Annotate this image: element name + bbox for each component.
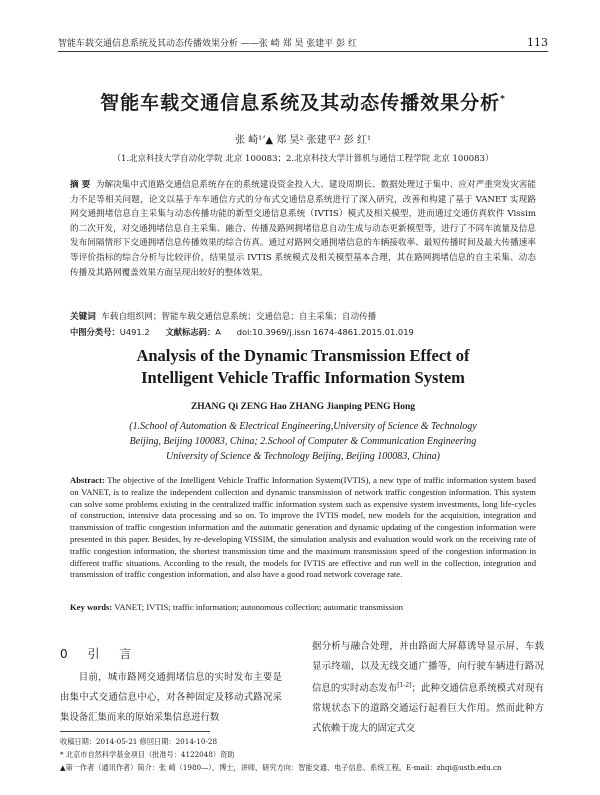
running-head — [58, 31, 548, 49]
title-footnote-mark: * — [500, 94, 506, 105]
body-left-column: 目前，城市路网交通拥堵信息的实时发布主要是由集中式交通信息中心，对各种固定及移动式路况采集设备汇集而来的原始采集信息进行数 — [60, 672, 282, 723]
keywords-en: Key words: VANET; IVTIS; traffic information; autonomous collection; automatic transmission — [70, 602, 403, 612]
footnote-rule — [60, 731, 210, 732]
doi: doi:10.3969/j.issn 1674-4861.2015.01.019 — [236, 327, 414, 337]
abstract-cn-label: 摘 要 — [70, 180, 91, 190]
abstract-en — [70, 475, 536, 581]
abstract-en-text: The objective of the Intelligent Vehicle Traffic Information System(IVTIS), a new type of traffic information system based on VANET, is to realize the independent collection and dynamic transmission of network traffic congestion information. This system can solve some problems existing in the centralized traffic information system such as expensive system investments, long life-cycles of construction, intensive data processing and so on. To improve the IVTIS model, new models for the acquisition, integration and transmission of traffic congestion information and the automatic generation and dynamic updating of the congestion information were presented in this paper. Besides, by re-developing VISSIM, the simulation analysis and evaluation would work on the receiving rate of traffic congestion information, the shortest transmission time and the maximum transmission speed of the congestion information in different traffic situations. According to the result, the models for IVTIS are effective and run well in the collection, integration and transmission of traffic congestion information, and also have a good road network coverage rate. — [70, 475, 536, 580]
authors-en: ZHANG Qi ZENG Hao ZHANG Jianping PENG Hong — [190, 402, 416, 412]
abstract-en-label: Abstract: — [70, 475, 105, 485]
authors-cn: 张 崎¹ʼ▲ 郑 昊² 张建平² 彭 红¹ — [235, 135, 371, 146]
classification-cn: 中图分类号：U491.2 文献标志码：A doi:10.3969/j.issn 1674-4861.2015.01.019 — [70, 327, 414, 337]
title-cn: 智能车载交通信息系统及其动态传播效果分析* — [100, 92, 506, 114]
abstract-cn-text: 为解决集中式道路交通信息系统存在的系统建设资金投入大、建设周期长、数据处理过于集中、应对严重突发灾害能力不足等相关问题，论文以基于车车通信方式的分布式交通信息系统进行了深入研究，改善和构建了基于 VANET 实现路网交通拥堵信息自主采集与动态传播功能的新型交通信息系统（IVTIS）模式及相关模型，进而通过交通仿真软件 Vissim 的二次开发，对交通拥堵信息自主采集、融合、传播及路网拥堵信息自动生成与动态更新模型等，进行了不同车流量及信息发布间隔情形下交通拥堵信息传播效果的综合仿真。通过对路网交通拥堵信息的车辆接收率、最短传播时间及最大传播速率等评价指标的综合分析与比较评价，结果显示 IVTIS 系统模式及相关模型基本合理，其在路网拥堵信息的自主采集、动态传播及其路网覆盖效果方面呈现出较好的整体效果。 — [70, 180, 536, 278]
body-right-column: 据分析与融合处理，并由路面大屏幕诱导显示屏、车载显示终端，以及无线交通广播等，向行驶车辆进行路况信息的实时动态发布[1-2]；此种交通信息系统模式对现有常规状态下的道路交通运行起着巨大作用。然而此种方式依赖于庞大的固定式交 — [312, 641, 544, 734]
page-number: 113 — [527, 36, 548, 49]
abstract-cn — [70, 178, 536, 280]
title-en: Analysis of the Dynamic Transmission Effect of Intelligent Vehicle Traffic Information System — [136, 346, 470, 387]
footnote-dates: 收稿日期：2014-05-21 修回日期：2014-10-28 — [60, 737, 218, 746]
keywords-cn: 关键词 车载自组织网；智能车载交通信息系统；交通信息；自主采集；自动传播 — [70, 312, 377, 322]
footnote-fund: * 北京市自然科学基金项目（批准号：4122048）资助 — [60, 750, 235, 759]
header-rule — [58, 51, 548, 52]
affiliation-en: (1.School of Automation & Electrical Engineering,University of Science & Technology Beijing, Beijing 100083, China; 2.School of Computer & Communication Engineering University of Science & Technology Beijing, Beijing 100083, China) — [129, 421, 477, 462]
citation: [1-2] — [397, 682, 412, 690]
footnote-author: ▲第一作者（通讯作者）简介：张 崎（1980—），博士，讲师，研究方向：智能交通、电子信息、系统工程。E-mail：zhqi@ustb.edu.cn — [60, 763, 502, 772]
running-head-title: 智能车载交通信息系统及其动态传播效果分析 ——张 崎 郑 昊 张建平 彭 红 — [58, 39, 358, 49]
affiliation-cn: （1.北京科技大学自动化学院 北京 100083；2.北京科技大学计算机与通信工程学院 北京 100083） — [112, 154, 494, 164]
section-heading: 0 引 言 — [60, 647, 140, 661]
